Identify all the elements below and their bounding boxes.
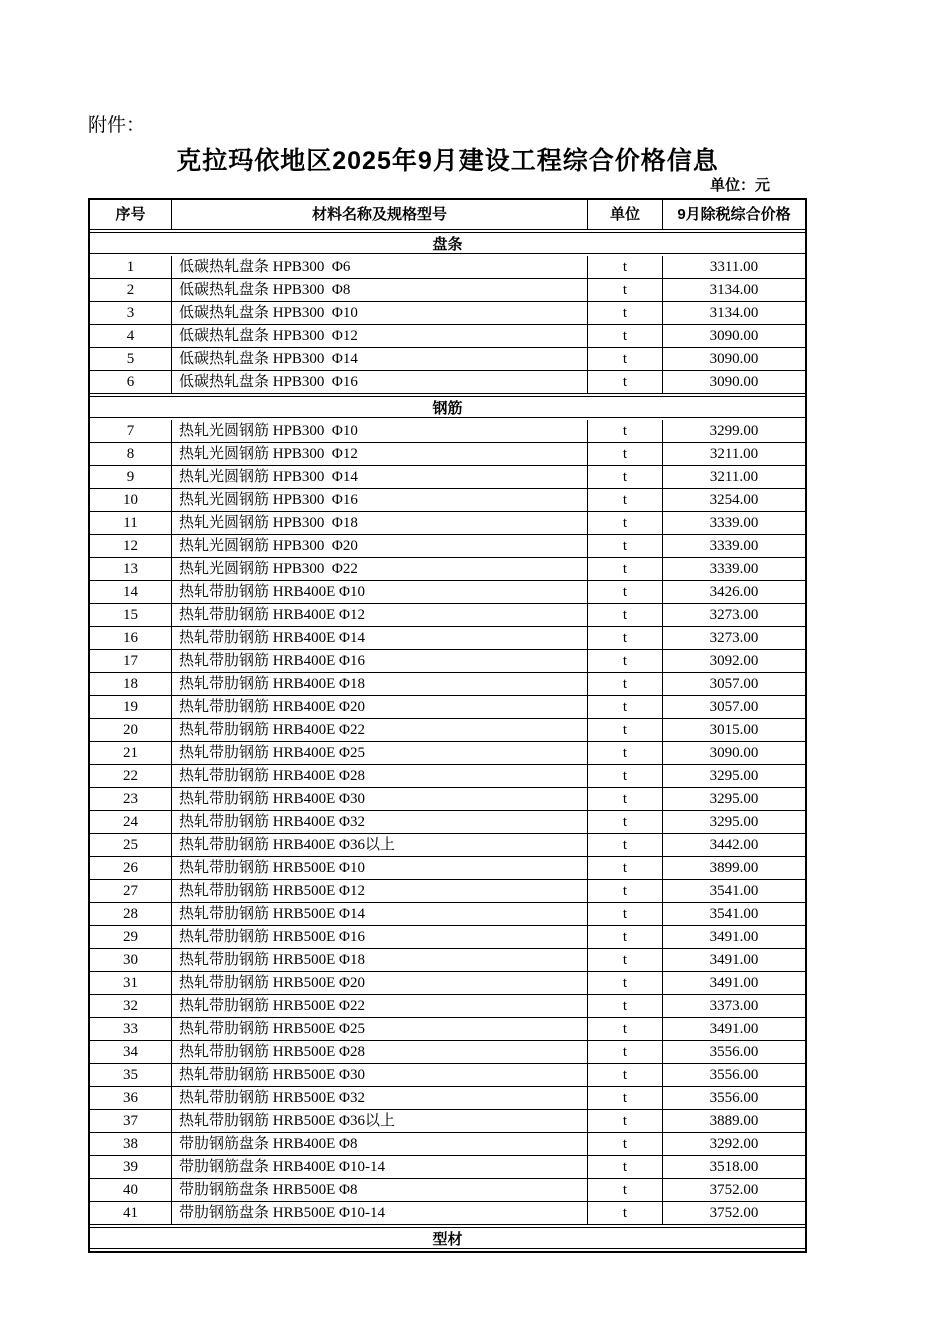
cell-row-index: 13 [90,558,172,580]
cell-material-name: 热轧带肋钢筋 HRB500E Φ22 [172,995,588,1017]
table-row [90,696,805,719]
table-row [90,903,805,926]
unit-note: 单位：元 [709,177,770,194]
cell-material-name: 低碳热轧盘条 HPB300 Φ8 [172,279,588,301]
cell-unit: t [588,673,663,695]
cell-row-index: 34 [90,1041,172,1063]
cell-price: 3311.00 [709,258,759,275]
table-row [90,880,805,903]
table-row [90,673,805,696]
cell-row-index: 31 [90,972,172,994]
table-row [90,279,805,302]
cell-row-index: 17 [90,650,172,672]
cell-row-index: 11 [90,512,172,534]
table-row [90,443,805,466]
cell-row-index: 9 [90,466,172,488]
table-row [90,972,805,995]
cell-material-name: 热轧带肋钢筋 HRB400E Φ16 [172,650,588,672]
cell-unit: t [588,604,663,626]
table-row [90,1110,805,1133]
cell-unit: t [588,765,663,787]
cell-material-name: 热轧带肋钢筋 HRB400E Φ28 [172,765,588,787]
cell-unit: t [588,696,663,718]
cell-row-index: 2 [90,279,172,301]
column-header-name: 材料名称及规格型号 [172,200,588,229]
cell-material-name: 热轧光圆钢筋 HPB300 Φ14 [172,466,588,488]
cell-unit: t [588,581,663,603]
cell-row-index: 28 [90,903,172,925]
table-row [90,949,805,972]
cell-row-index: 16 [90,627,172,649]
cell-row-index: 26 [90,857,172,879]
cell-price: 3889.00 [709,1112,759,1129]
table-row [90,466,805,489]
cell-row-index: 30 [90,949,172,971]
cell-unit: t [588,512,663,534]
table-row [90,558,805,581]
cell-material-name: 热轧带肋钢筋 HRB500E Φ30 [172,1064,588,1086]
table-row [90,489,805,512]
table-row [90,604,805,627]
cell-row-index: 35 [90,1064,172,1086]
cell-material-name: 热轧光圆钢筋 HPB300 Φ20 [172,535,588,557]
table-row [90,325,805,348]
cell-unit: t [588,949,663,971]
table-row [90,650,805,673]
cell-material-name: 低碳热轧盘条 HPB300 Φ16 [172,371,588,393]
cell-unit: t [588,558,663,580]
section-header: 型材 [90,1227,805,1249]
cell-material-name: 热轧带肋钢筋 HRB500E Φ32 [172,1087,588,1109]
cell-price: 3491.00 [709,951,759,968]
column-header-unit: 单位 [588,200,663,229]
table-row [90,742,805,765]
cell-price: 3491.00 [709,928,759,945]
cell-price: 3090.00 [709,350,759,367]
cell-row-index: 8 [90,443,172,465]
table-row [90,926,805,949]
cell-material-name: 热轧光圆钢筋 HPB300 Φ10 [172,420,588,442]
cell-row-index: 20 [90,719,172,741]
table-row [90,581,805,604]
cell-price: 3541.00 [709,882,759,899]
cell-price: 3442.00 [709,836,759,853]
cell-price: 3295.00 [709,790,759,807]
table-row [90,1156,805,1179]
cell-unit: t [588,466,663,488]
cell-price: 3339.00 [709,560,759,577]
cell-row-index: 23 [90,788,172,810]
cell-row-index: 25 [90,834,172,856]
cell-unit: t [588,972,663,994]
cell-unit: t [588,650,663,672]
cell-material-name: 低碳热轧盘条 HPB300 Φ12 [172,325,588,347]
table-row [90,348,805,371]
cell-material-name: 热轧带肋钢筋 HRB400E Φ25 [172,742,588,764]
cell-price: 3092.00 [709,652,759,669]
cell-price: 3292.00 [709,1135,759,1152]
cell-price: 3491.00 [709,974,759,991]
cell-price: 3518.00 [709,1158,759,1175]
cell-price: 3090.00 [709,744,759,761]
cell-material-name: 热轧带肋钢筋 HRB400E Φ14 [172,627,588,649]
cell-material-name: 带肋钢筋盘条 HRB500E Φ10-14 [172,1202,588,1224]
cell-price: 3057.00 [709,698,759,715]
table-row [90,719,805,742]
cell-unit: t [588,371,663,393]
cell-material-name: 低碳热轧盘条 HPB300 Φ10 [172,302,588,324]
table-row [90,420,805,443]
cell-row-index: 4 [90,325,172,347]
cell-unit: t [588,489,663,511]
cell-price: 3752.00 [709,1181,759,1198]
cell-unit: t [588,348,663,370]
cell-material-name: 热轧带肋钢筋 HRB400E Φ18 [172,673,588,695]
cell-price: 3090.00 [709,373,759,390]
table-sections [90,232,805,1249]
cell-material-name: 热轧光圆钢筋 HPB300 Φ12 [172,443,588,465]
cell-material-name: 热轧带肋钢筋 HRB500E Φ10 [172,857,588,879]
cell-unit: t [588,857,663,879]
cell-row-index: 5 [90,348,172,370]
cell-material-name: 热轧带肋钢筋 HRB500E Φ12 [172,880,588,902]
cell-price: 3134.00 [709,304,759,321]
cell-unit: t [588,1133,663,1155]
cell-row-index: 12 [90,535,172,557]
cell-unit: t [588,788,663,810]
cell-price: 3556.00 [709,1089,759,1106]
cell-row-index: 36 [90,1087,172,1109]
cell-price: 3556.00 [709,1043,759,1060]
cell-price: 3541.00 [709,905,759,922]
cell-material-name: 热轧带肋钢筋 HRB500E Φ16 [172,926,588,948]
cell-price: 3556.00 [709,1066,759,1083]
price-table [88,198,807,1253]
cell-price: 3134.00 [709,281,759,298]
cell-unit: t [588,880,663,902]
table-row [90,627,805,650]
cell-material-name: 带肋钢筋盘条 HRB500E Φ8 [172,1179,588,1201]
cell-price: 3273.00 [709,606,759,623]
column-header-price: 9月除税综合价格 [677,206,791,223]
cell-unit: t [588,443,663,465]
table-row [90,811,805,834]
table-row [90,1018,805,1041]
cell-unit: t [588,1202,663,1224]
cell-row-index: 29 [90,926,172,948]
cell-material-name: 带肋钢筋盘条 HRB400E Φ8 [172,1133,588,1155]
table-row [90,535,805,558]
cell-row-index: 7 [90,420,172,442]
table-row [90,1133,805,1156]
cell-material-name: 热轧光圆钢筋 HPB300 Φ22 [172,558,588,580]
cell-row-index: 22 [90,765,172,787]
cell-material-name: 热轧带肋钢筋 HRB400E Φ30 [172,788,588,810]
cell-material-name: 热轧光圆钢筋 HPB300 Φ16 [172,489,588,511]
cell-material-name: 热轧带肋钢筋 HRB500E Φ25 [172,1018,588,1040]
cell-row-index: 1 [90,256,172,278]
cell-row-index: 37 [90,1110,172,1132]
cell-row-index: 41 [90,1202,172,1224]
cell-unit: t [588,627,663,649]
cell-unit: t [588,1156,663,1178]
cell-material-name: 热轧带肋钢筋 HRB400E Φ22 [172,719,588,741]
cell-unit: t [588,256,663,278]
cell-unit: t [588,279,663,301]
cell-price: 3899.00 [709,859,759,876]
cell-price: 3273.00 [709,629,759,646]
cell-material-name: 热轧带肋钢筋 HRB400E Φ12 [172,604,588,626]
cell-price: 3090.00 [709,327,759,344]
cell-unit: t [588,1041,663,1063]
cell-row-index: 3 [90,302,172,324]
cell-material-name: 热轧光圆钢筋 HPB300 Φ18 [172,512,588,534]
cell-row-index: 21 [90,742,172,764]
cell-row-index: 38 [90,1133,172,1155]
cell-material-name: 热轧带肋钢筋 HRB500E Φ20 [172,972,588,994]
cell-row-index: 10 [90,489,172,511]
cell-row-index: 39 [90,1156,172,1178]
cell-unit: t [588,1179,663,1201]
cell-material-name: 热轧带肋钢筋 HRB500E Φ18 [172,949,588,971]
cell-unit: t [588,1018,663,1040]
cell-row-index: 6 [90,371,172,393]
cell-unit: t [588,742,663,764]
cell-price: 3295.00 [709,813,759,830]
cell-price: 3752.00 [709,1204,759,1221]
cell-row-index: 14 [90,581,172,603]
cell-material-name: 热轧带肋钢筋 HRB500E Φ28 [172,1041,588,1063]
cell-unit: t [588,834,663,856]
cell-unit: t [588,420,663,442]
cell-unit: t [588,1064,663,1086]
cell-unit: t [588,903,663,925]
cell-material-name: 热轧带肋钢筋 HRB400E Φ10 [172,581,588,603]
column-header-index: 序号 [90,200,172,229]
cell-price: 3491.00 [709,1020,759,1037]
cell-material-name: 热轧带肋钢筋 HRB400E Φ32 [172,811,588,833]
cell-unit: t [588,535,663,557]
table-row [90,371,805,394]
cell-material-name: 低碳热轧盘条 HPB300 Φ6 [172,256,588,278]
cell-price: 3299.00 [709,422,759,439]
cell-price: 3339.00 [709,514,759,531]
table-row [90,788,805,811]
cell-material-name: 热轧带肋钢筋 HRB500E Φ36以上 [172,1110,588,1132]
cell-unit: t [588,995,663,1017]
cell-row-index: 27 [90,880,172,902]
cell-row-index: 24 [90,811,172,833]
cell-unit: t [588,719,663,741]
table-row [90,765,805,788]
cell-material-name: 带肋钢筋盘条 HRB400E Φ10-14 [172,1156,588,1178]
cell-material-name: 热轧带肋钢筋 HRB400E Φ36以上 [172,834,588,856]
page-title: 克拉玛依地区2025年9月建设工程综合价格信息 [176,147,719,175]
table-row [90,1041,805,1064]
table-row [90,512,805,535]
cell-price: 3211.00 [709,445,759,462]
section-row-group [90,420,805,1225]
cell-price: 3254.00 [709,491,759,508]
cell-price: 3211.00 [709,468,759,485]
table-row [90,1087,805,1110]
section-header: 盘条 [90,232,805,254]
cell-price: 3015.00 [709,721,759,738]
table-row [90,1202,805,1225]
cell-price: 3057.00 [709,675,759,692]
cell-unit: t [588,1110,663,1132]
cell-row-index: 32 [90,995,172,1017]
cell-unit: t [588,811,663,833]
cell-price: 3373.00 [709,997,759,1014]
table-row [90,857,805,880]
cell-price: 3339.00 [709,537,759,554]
cell-row-index: 33 [90,1018,172,1040]
cell-unit: t [588,1087,663,1109]
cell-material-name: 低碳热轧盘条 HPB300 Φ14 [172,348,588,370]
table-header-row [90,200,805,230]
table-row [90,834,805,857]
table-row [90,256,805,279]
cell-row-index: 19 [90,696,172,718]
cell-row-index: 18 [90,673,172,695]
cell-price: 3426.00 [709,583,759,600]
cell-unit: t [588,302,663,324]
table-row [90,1064,805,1087]
cell-unit: t [588,325,663,347]
table-row [90,302,805,325]
table-row [90,995,805,1018]
cell-unit: t [588,926,663,948]
cell-row-index: 15 [90,604,172,626]
cell-material-name: 热轧带肋钢筋 HRB400E Φ20 [172,696,588,718]
cell-row-index: 40 [90,1179,172,1201]
attachment-label: 附件： [88,115,146,136]
section-row-group [90,256,805,394]
section-header: 钢筋 [90,396,805,418]
table-row [90,1179,805,1202]
cell-material-name: 热轧带肋钢筋 HRB500E Φ14 [172,903,588,925]
cell-price: 3295.00 [709,767,759,784]
